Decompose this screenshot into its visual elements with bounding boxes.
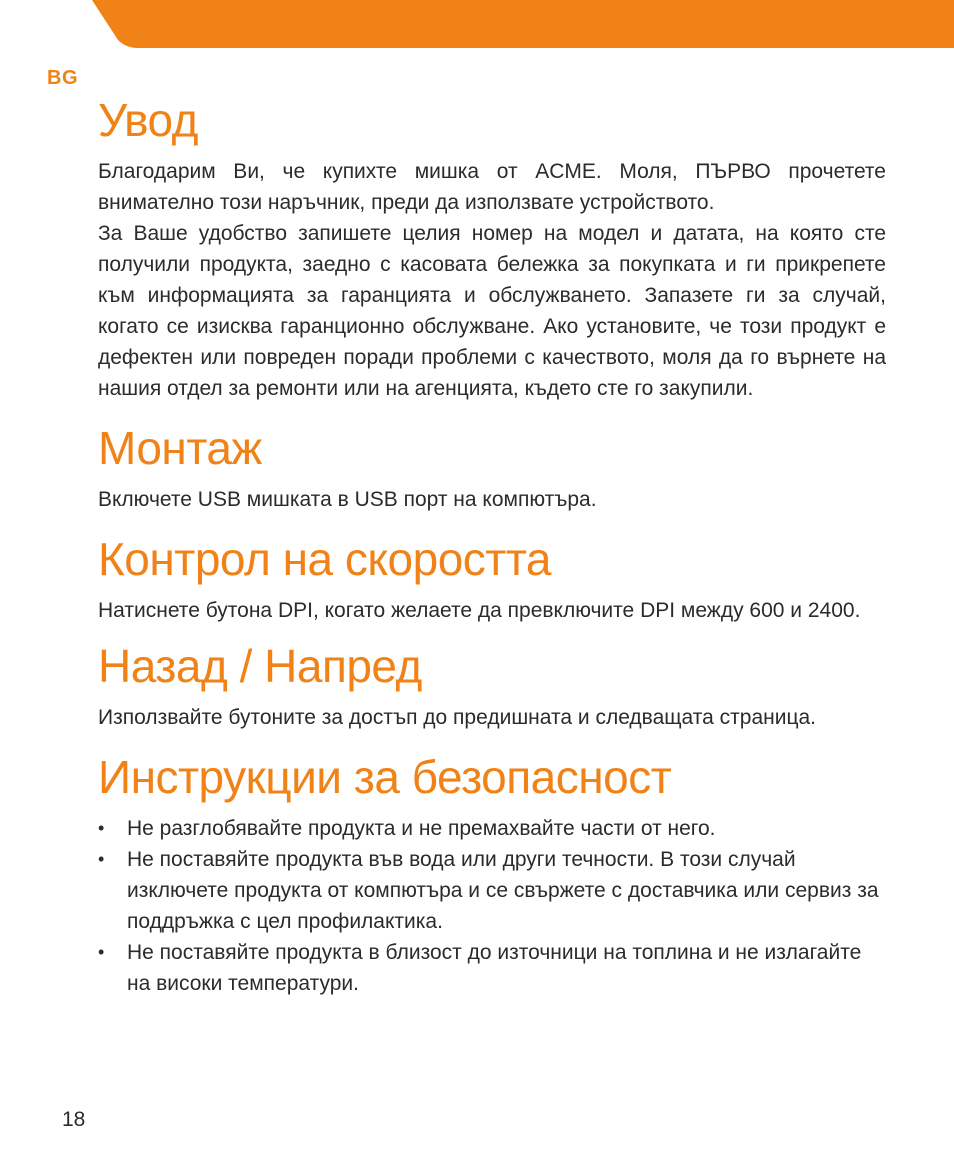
list-item (98, 813, 886, 844)
page-content (98, 92, 886, 1013)
header-orange-band (0, 0, 954, 48)
speed-paragraph: Натиснете бутона DPI, когато желаете да превключите DPI между 600 и 2400. (98, 599, 861, 622)
bullet-icon: • (98, 942, 105, 962)
list-item (98, 844, 886, 937)
heading-introduction: Увод (98, 94, 198, 146)
section-safety-instructions (98, 749, 886, 999)
back-forward-paragraph: Използвайте бутоните за достъп до предишната и следващата страница. (98, 706, 816, 729)
heading-speed-control: Контрол на скоростта (98, 533, 551, 585)
language-code: BG (47, 67, 78, 89)
safety-item-text: Не поставяйте продукта в близост до източници на топлина и не излагайте на високи температури. (127, 941, 862, 995)
intro-paragraph-2: За Ваше удобство запишете целия номер на модел и датата, на която сте получили продукта, заедно с касовата бележка за покупката и ги прикрепете към информацията за гаранцията и обслужването. Запазете ги за случай, когато се изисква гаранционно обслужване. Ако установите, че този продукт е дефектен или повреден поради проблеми с качеството, моля да го върнете на нашия отдел за ремонти или на агенцията, където сте го закупили. (98, 222, 886, 400)
section-back-forward (98, 638, 886, 733)
safety-list (98, 813, 886, 999)
intro-paragraph-1: Благодарим Ви, че купихте мишка от ACME. Моля, ПЪРВО прочетете внимателно този наръчник, преди да използвате устройството. (98, 160, 886, 214)
safety-item-text: Не разглобявайте продукта и не премахвайте части от него. (127, 817, 716, 840)
mounting-paragraph: Включете USB мишката в USB порт на компютъра. (98, 488, 597, 511)
section-speed-control (98, 531, 886, 626)
page-number: 18 (62, 1108, 86, 1131)
heading-safety-instructions: Инструкции за безопасност (98, 751, 672, 803)
heading-back-forward: Назад / Напред (98, 640, 422, 692)
safety-item-text: Не поставяйте продукта във вода или други течности. В този случай изключете продукта от компютъра и се свържете с доставчика или сервиз за поддръжка с цел профилактика. (127, 848, 879, 933)
section-mounting (98, 420, 886, 515)
section-introduction (98, 92, 886, 404)
heading-mounting: Монтаж (98, 422, 262, 474)
bullet-icon: • (98, 818, 105, 838)
bullet-icon: • (98, 849, 105, 869)
list-item (98, 937, 886, 999)
